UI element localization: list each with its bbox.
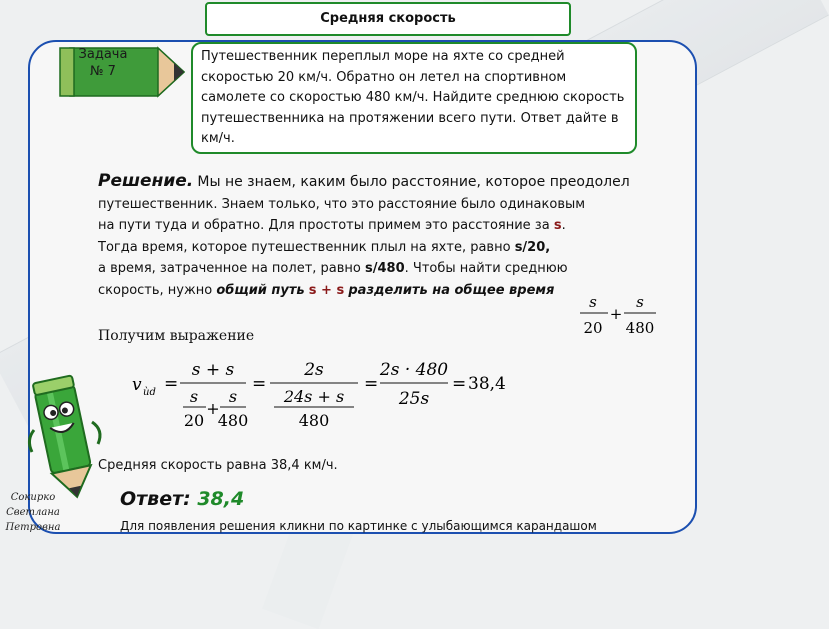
fraction-den-1: 20 <box>583 319 603 337</box>
solution-line-5 <box>98 258 658 280</box>
formula-equals-3: = <box>364 374 379 394</box>
author-surname: Сокирко <box>10 492 56 503</box>
solution-line-6-text: скорость, нужно <box>98 282 213 298</box>
formula-den-3: 25s <box>398 389 430 409</box>
time-yacht: s/20, <box>514 239 551 255</box>
average-speed-result: Средняя скорость равна 38,4 км/ч. <box>98 458 338 473</box>
smiling-pencil-icon[interactable] <box>22 370 108 500</box>
distance-variable: s <box>553 218 562 233</box>
instruction-note: Для появления решения кликни по картинке с улыбающимся карандашом <box>120 519 597 533</box>
solution-line-5-tail: . Чтобы найти среднюю <box>404 261 568 276</box>
total-distance-label: общий путь <box>216 282 305 298</box>
solution-line-4 <box>98 237 658 259</box>
solution-line-2: путешественник. Знаем только, что это расстояние было одинаковым <box>98 196 586 212</box>
plus-sign: + <box>609 305 623 323</box>
author-name: Светлана <box>6 507 60 518</box>
task-label <box>76 46 130 80</box>
solution-line-6 <box>98 280 658 302</box>
solution-text <box>98 171 658 301</box>
solution-line-3: на пути туда и обратно. Для простоты примем это расстояние за s. <box>98 218 566 233</box>
fraction-num-1: s <box>589 293 597 311</box>
formula-num-2: 2s <box>304 360 324 380</box>
formula-den-2: 24s + s <box>283 387 345 406</box>
answer-label: Ответ: <box>120 488 191 510</box>
time-plane: s/480 <box>365 261 405 276</box>
formula-den-b: 20 <box>183 411 205 430</box>
formula-equals-1: = <box>164 374 179 394</box>
slide-title: Средняя скорость <box>205 2 571 36</box>
formula-v-subscript: ѝd <box>143 387 156 398</box>
formula-den-2b: 480 <box>298 411 330 430</box>
fraction-num-2: s <box>636 293 644 311</box>
solution-line-4-text: Тогда время, которое путешественник плыл на яхте, равно <box>98 239 511 255</box>
task-label-word: Задача <box>78 47 128 62</box>
formula-num-1: s + s <box>191 360 235 380</box>
formula-equals-2: = <box>252 374 267 394</box>
formula-result: 38,4 <box>468 374 506 394</box>
answer <box>120 488 244 510</box>
formula-equals-4: = <box>452 374 467 394</box>
expression-intro: Получим выражение <box>98 328 255 344</box>
solution-line-3-text: на пути туда и обратно. Для простоты примем это расстояние за <box>98 218 550 233</box>
formula-den-d: 480 <box>217 411 249 430</box>
solution-heading: Решение. <box>98 171 194 191</box>
formula-num-3: 2s · 480 <box>379 360 449 380</box>
formula-den-a: s <box>189 387 199 406</box>
fraction-den-2: 480 <box>625 319 655 337</box>
formula-v: v <box>132 375 142 395</box>
total-distance-expr: s + s <box>308 282 345 298</box>
total-time-fraction <box>578 293 658 341</box>
task-text: Путешественник переплыл море на яхте со средней скоростью 20 км/ч. Обратно он летел на спортивном самолете со скоростью 480 км/ч. Найдите среднюю скорость путешественника на протяжении всего пути. Ответ дайте в км/ч. <box>191 42 637 154</box>
solution-line-1 <box>98 171 658 194</box>
author-patronymic: Петровна <box>5 522 61 533</box>
task-number: № 7 <box>90 64 116 79</box>
answer-value: 38,4 <box>197 488 245 510</box>
formula-den-plus: + <box>206 399 220 418</box>
solution-first-line: Мы не знаем, каким было расстояние, которое преодолел <box>197 174 630 190</box>
author-signature <box>4 490 62 535</box>
divide-phrase: разделить на общее время <box>348 282 555 298</box>
solution-line-5-text: а время, затраченное на полет, равно <box>98 261 361 276</box>
average-speed-formula <box>130 352 506 432</box>
formula-den-c: s <box>228 387 238 406</box>
